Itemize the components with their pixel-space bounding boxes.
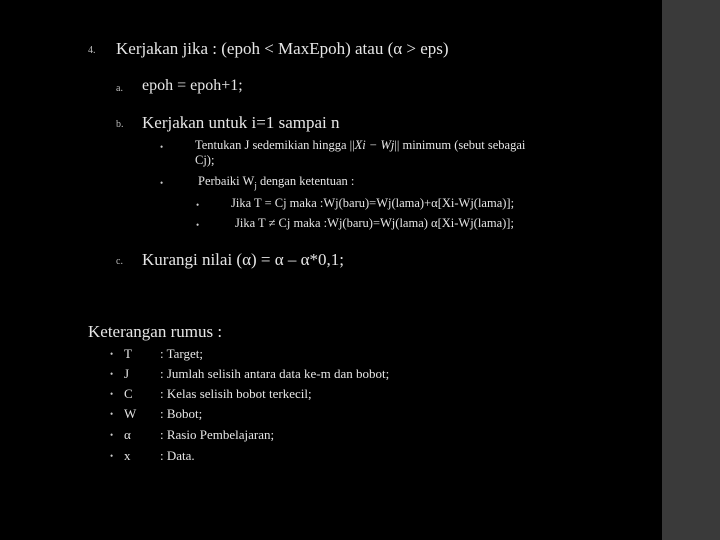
legend-symbol: W: [124, 406, 137, 421]
bullet-dot-icon: •: [196, 200, 200, 210]
bullet-2-pre: Perbaiki W: [198, 174, 255, 188]
legend-symbol: J: [124, 366, 130, 381]
bullet-2-line: [198, 174, 354, 191]
bullet-2-sub: j: [254, 180, 257, 191]
legend-symbol: x: [124, 448, 131, 463]
item-c-marker: c.: [116, 256, 123, 267]
bullet-dot-icon: •: [160, 178, 164, 188]
bullet-1-line: [195, 138, 525, 153]
bullet-dot-icon: •: [110, 451, 114, 461]
right-sidebar: [662, 0, 720, 540]
item-b-text: Kerjakan untuk i=1 sampai n: [142, 113, 340, 132]
bullet-1-pre: Tentukan J sedemikian hingga ||: [195, 138, 355, 152]
item-a-text: epoh = epoh+1;: [142, 77, 243, 94]
legend-title: Keterangan rumus :: [88, 322, 223, 341]
bullet-dot-icon: •: [196, 220, 200, 230]
legend-desc: : Target;: [160, 346, 204, 361]
bullet-dot-icon: •: [110, 349, 114, 359]
legend-symbol: C: [124, 386, 133, 401]
legend-desc: : Bobot;: [160, 406, 203, 421]
step-text: Kerjakan jika : (epoh < MaxEpoh) atau (α > eps): [116, 39, 449, 58]
bullet-1-math: Xi − Wj: [354, 138, 395, 152]
bullet-dot-icon: •: [160, 142, 164, 152]
bullet-dot-icon: •: [110, 430, 114, 440]
legend-symbol: α: [124, 427, 131, 442]
item-b-marker: b.: [116, 119, 124, 130]
legend-desc: : Kelas selisih bobot terkecil;: [160, 386, 312, 401]
subbullet-1: Jika T = Cj maka :Wj(baru)=Wj(lama)+α[Xi-Wj(lama)];: [231, 196, 515, 210]
legend-desc: : Rasio Pembelajaran;: [160, 427, 275, 442]
legend-desc: : Jumlah selisih antara data ke-m dan bobot;: [160, 366, 390, 381]
bullet-dot-icon: •: [110, 409, 114, 419]
bullet-dot-icon: •: [110, 369, 114, 379]
bullet-1-cont: Cj);: [195, 153, 215, 167]
bullet-dot-icon: •: [110, 389, 114, 399]
legend-desc: : Data.: [160, 448, 195, 463]
item-c-text: Kurangi nilai (α) = α – α*0,1;: [142, 250, 345, 269]
bullet-2-post: dengan ketentuan :: [256, 174, 355, 188]
step-marker: 4.: [88, 45, 96, 56]
item-a-marker: a.: [116, 83, 123, 94]
subbullet-2: Jika T ≠ Cj maka :Wj(baru)=Wj(lama) α[Xi-Wj(lama)];: [235, 216, 514, 230]
bullet-1-post: || minimum (sebut sebagai: [394, 138, 526, 152]
legend-symbol: T: [124, 346, 132, 361]
